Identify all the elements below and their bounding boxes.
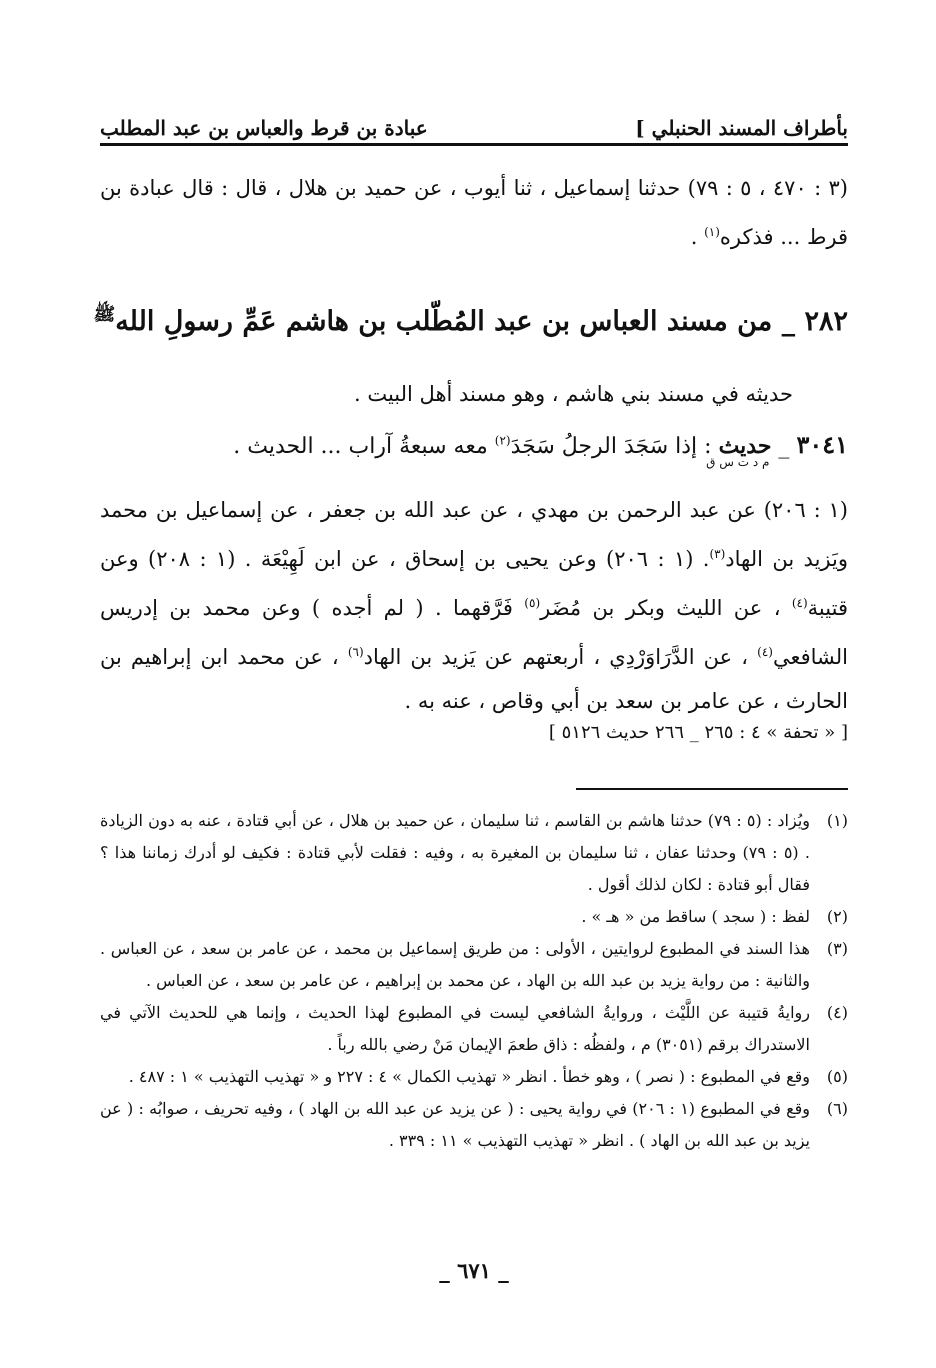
isnad-segment: ، عن الليث وبكر بن مُضَر xyxy=(540,596,792,620)
footnote-marker: (٦) xyxy=(347,645,364,659)
footnote-marker: (١) xyxy=(704,225,720,239)
honorific-glyph: ﷺ xyxy=(93,304,116,325)
section-title-text: ٢٨٢ _ من مسند العباس بن عبد المُطّلب بن هاشم عَمِّ رسولِ الله xyxy=(115,306,848,337)
header-rule xyxy=(100,143,848,146)
footnote-number: (٦) xyxy=(826,1099,848,1118)
hadith-word xyxy=(706,433,772,469)
hadith-number: ٣٠٤١ xyxy=(796,430,848,459)
hadith-heading xyxy=(100,430,848,469)
header-book-title: بأطراف المسند الحنبلي ] xyxy=(635,116,848,140)
hadith-sigla: م د ت س ق xyxy=(706,455,770,469)
hadith-text-a: : إذا سَجَدَ الرجلُ سَجَدَ xyxy=(510,434,719,459)
footnote xyxy=(100,1061,848,1093)
footnote-number: (٥) xyxy=(826,1067,848,1086)
footnote-marker: (٣) xyxy=(709,547,726,561)
footnote-marker: (٢) xyxy=(494,433,511,448)
footnote xyxy=(100,997,848,1061)
footnote-text: روايةُ قتيبة عن اللَّيْث ، وروايةُ الشافعي ليست في المطبوع لهذا الحديث ، وإنما هي للحديث الآتي في الاستدراك برقم (٣٠٥١) م ، ولفظُه : ذاق طعمَ الإيمان مَنْ رضي بالله رباً . xyxy=(100,1003,810,1054)
section-description: حديثه في مسند بني هاشم ، وهو مسند أهل البيت . xyxy=(353,382,793,406)
footnote xyxy=(100,1093,848,1157)
footnote xyxy=(100,901,848,933)
footnote-number: (٤) xyxy=(826,1003,848,1022)
isnad-segment: فَرَّقهما . ( لم أجده ) وعن محمد بن إدريس الشافعي xyxy=(100,596,848,669)
hadith-word-text: حديث xyxy=(718,433,772,459)
running-header xyxy=(100,100,848,140)
footnote-marker: (٤) xyxy=(757,645,773,659)
footnote-rule xyxy=(576,788,848,790)
footnote-number: (١) xyxy=(826,811,848,830)
tuhfa-reference: [ « تحفة » ٤ : ٢٦٥ _ ٢٦٦ حديث ٥١٢٦ ] xyxy=(548,722,848,743)
isnad-segment: ، عن محمد ابن إبراهيم بن الحارث ، عن عامر بن سعد بن أبي وقاص ، عنه به . xyxy=(100,645,848,713)
footnote-marker: (٥) xyxy=(524,596,541,610)
footnote xyxy=(100,933,848,997)
isnad-segment: . (١ : ٢٠٦) وعن يحيى بن إسحاق ، عن ابن لَهِيْعَة . (١ : ٢٠٨) وعن قتيبة xyxy=(100,547,848,620)
footnote-marker: (٤) xyxy=(791,596,808,610)
book-page xyxy=(93,0,848,1368)
intro-tail: . xyxy=(690,225,705,249)
isnad-segment: ، عن الدَّرَاوَرْدِي ، أربعتهم عن يَزيد بن الهاد xyxy=(363,645,758,669)
footnote-text: ويُزاد : (٥ : ٧٩) حدثنا هاشم بن القاسم ، ثنا سليمان ، عن حميد بن هلال ، عن أبي قتادة ، عنه به دون الزيادة . (٥ : ٧٩) وحدثنا عفان ، ثنا سليمان بن المغيرة به ، وفيه : فقلت لأبي قتادة : فكيف لو أدرك زماننا هذا ؟ فقال أبو قتادة : لكان لذلك أقول . xyxy=(100,811,811,894)
isnad-text xyxy=(100,488,848,723)
footnote-text: هذا السند في المطبوع لروايتين ، الأولى : من طريق إسماعيل بن محمد ، عن عامر بن سعد ، عن العباس . والثانية : من رواية يزيد بن عبد الله بن الهاد ، عن محمد بن إبراهيم ، عن عامر بن سعد ، عن العباس . xyxy=(100,939,810,990)
footnote-text: لفظ : ( سجد ) ساقط من « هـ » . xyxy=(581,907,810,926)
isnad-segment: (١ : ٢٠٦) عن عبد الرحمن بن مهدي ، عن عبد الله بن جعفر ، عن إسماعيل بن محمد ويَزيد بن الهاد xyxy=(100,498,848,571)
footnote-number: (٣) xyxy=(826,939,848,958)
footnote-text: وقع في المطبوع : ( نصر ) ، وهو خطأ . انظر « تهذيب الكمال » ٤ : ٢٢٧ و « تهذيب التهذيب » ١ : ٤٨٧ . xyxy=(128,1067,810,1086)
footnotes xyxy=(100,805,848,1157)
page-number: _ ٦٧١ _ xyxy=(439,1258,509,1283)
footnote-number: (٢) xyxy=(826,907,848,926)
footnote-text: وقع في المطبوع (١ : ٢٠٦) في رواية يحيى : ( عن يزيد عن عبد الله بن الهاد ) ، وفيه تحريف ، صوابُه : ( عن يزيد بن عبد الله بن الهاد ) . انظر « تهذيب التهذيب » ١١ : ٣٣٩ . xyxy=(100,1099,810,1150)
section-heading xyxy=(93,303,848,337)
intro-paragraph xyxy=(100,166,848,259)
hadith-text-b: معه سبعةُ آراب ... الحديث . xyxy=(233,434,495,459)
intro-text: (٣ : ٤٧٠ ، ٥ : ٧٩) حدثنا إسماعيل ، ثنا أيوب ، عن حميد بن هلال ، قال : قال عبادة بن قرط ... فذكره xyxy=(100,176,848,249)
footnote xyxy=(100,805,848,901)
isnad-paragraph xyxy=(100,488,848,723)
header-chapter-title: عبادة بن قرط والعباس بن عبد المطلب xyxy=(100,116,428,140)
hadith-dash: _ xyxy=(771,434,797,459)
